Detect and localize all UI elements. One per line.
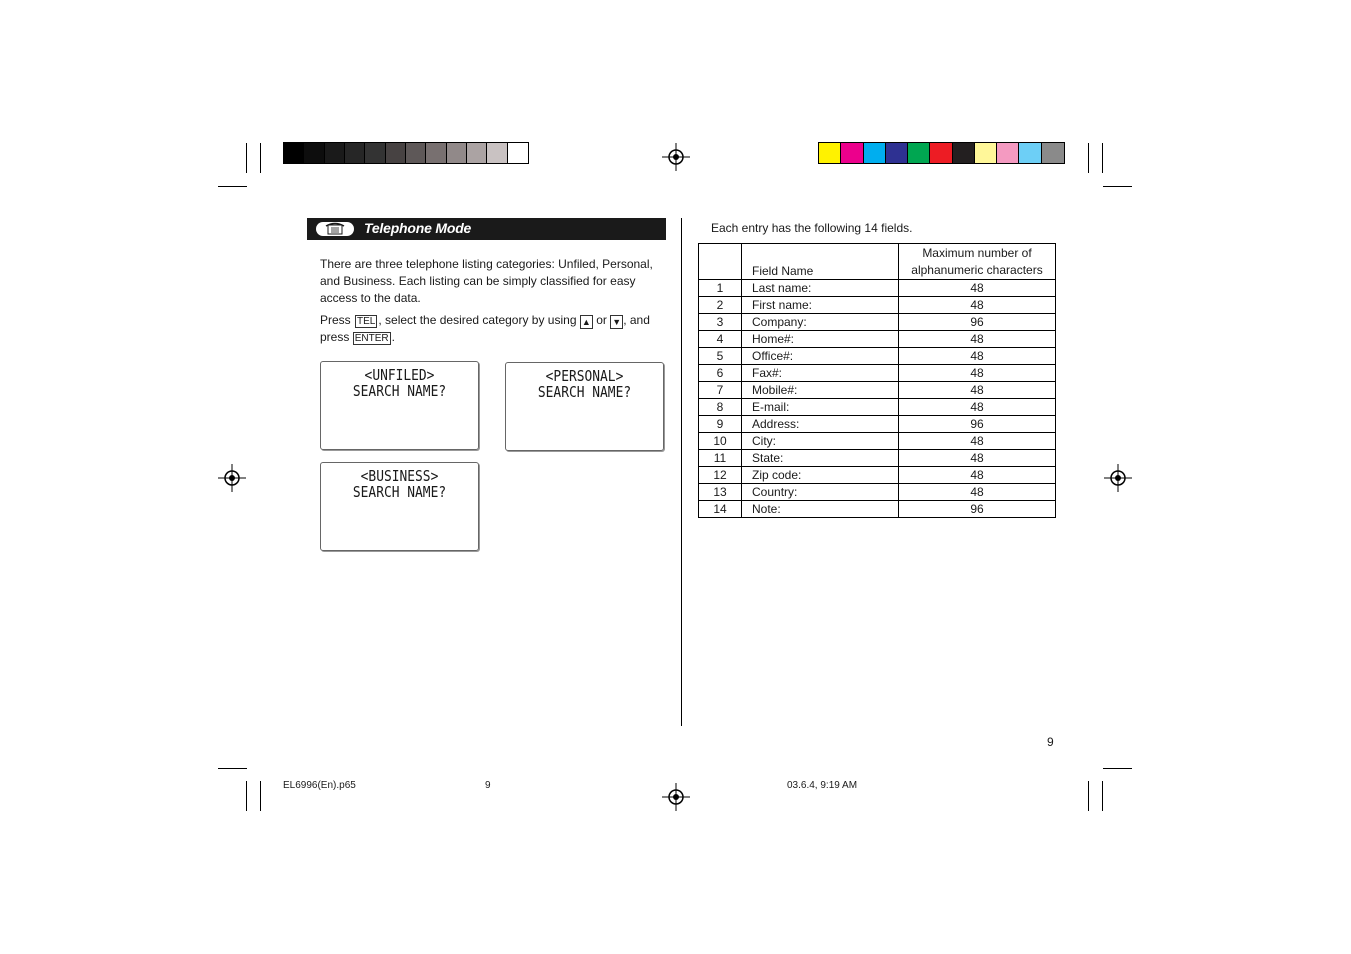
row-number: 9 — [699, 416, 742, 433]
row-number: 7 — [699, 382, 742, 399]
gray-swatch — [487, 143, 507, 163]
color-swatch — [864, 143, 886, 163]
row-number: 6 — [699, 365, 742, 382]
row-number: 3 — [699, 314, 742, 331]
row-max-chars: 48 — [899, 348, 1056, 365]
color-bar — [818, 142, 1065, 164]
table-row — [699, 280, 1056, 297]
row-number: 14 — [699, 501, 742, 518]
row-max-chars: 96 — [899, 501, 1056, 518]
grayscale-bar — [283, 142, 529, 164]
table-row — [699, 297, 1056, 314]
table-row — [699, 348, 1056, 365]
row-max-chars: 96 — [899, 314, 1056, 331]
or-word: or — [596, 313, 607, 327]
table-row — [699, 501, 1056, 518]
row-field-name: Note: — [742, 501, 899, 518]
row-field-name: State: — [742, 450, 899, 467]
footer-timestamp: 03.6.4, 9:19 AM — [787, 780, 858, 791]
row-number: 10 — [699, 433, 742, 450]
row-max-chars: 48 — [899, 297, 1056, 314]
row-field-name: Zip code: — [742, 467, 899, 484]
intro-paragraph: There are three telephone listing categories: Unfiled, Personal, and Business. Each listing can be simply classified for easy access to the data. — [320, 257, 653, 305]
color-swatch — [841, 143, 863, 163]
gray-swatch — [304, 143, 324, 163]
row-field-name: City: — [742, 433, 899, 450]
footer-page: 9 — [485, 780, 491, 791]
gray-swatch — [447, 143, 467, 163]
gray-swatch — [508, 143, 528, 163]
row-max-chars: 48 — [899, 280, 1056, 297]
table-row — [699, 450, 1056, 467]
gray-swatch — [426, 143, 446, 163]
row-field-name: Home#: — [742, 331, 899, 348]
table-row — [699, 314, 1056, 331]
row-number: 2 — [699, 297, 742, 314]
color-swatch — [997, 143, 1019, 163]
lcd-line-1: <BUSINESS> — [360, 467, 439, 485]
table-row — [699, 416, 1056, 433]
row-max-chars: 48 — [899, 382, 1056, 399]
row-field-name: Country: — [742, 484, 899, 501]
row-field-name: Last name: — [742, 280, 899, 297]
table-row — [699, 382, 1056, 399]
row-number: 5 — [699, 348, 742, 365]
row-field-name: Mobile#: — [742, 382, 899, 399]
table-row — [699, 484, 1056, 501]
gray-swatch — [467, 143, 487, 163]
section-header — [307, 218, 666, 240]
table-intro: Each entry has the following 14 fields. — [711, 221, 913, 235]
up-arrow-icon: ▲ — [580, 315, 593, 329]
color-swatch — [975, 143, 997, 163]
row-max-chars: 48 — [899, 467, 1056, 484]
row-field-name: Address: — [742, 416, 899, 433]
registration-mark-icon — [1104, 464, 1132, 492]
row-number: 11 — [699, 450, 742, 467]
column-divider — [681, 218, 682, 726]
row-number: 1 — [699, 280, 742, 297]
select-text: , select the desired category by using — [378, 313, 577, 327]
and-press-text: , and press — [320, 313, 650, 344]
color-swatch — [953, 143, 975, 163]
color-swatch — [930, 143, 952, 163]
color-swatch — [1042, 143, 1064, 163]
lcd-line-1: <UNFILED> — [364, 366, 435, 384]
instruction-paragraph — [320, 312, 668, 346]
lcd-screen-business — [320, 462, 479, 551]
section-title: Telephone Mode — [364, 220, 472, 236]
table-row — [699, 399, 1056, 416]
page-number: 9 — [1047, 735, 1054, 749]
row-max-chars: 48 — [899, 365, 1056, 382]
lcd-line-2: SEARCH NAME? — [537, 383, 632, 401]
table-row — [699, 331, 1056, 348]
row-field-name: Fax#: — [742, 365, 899, 382]
row-number: 12 — [699, 467, 742, 484]
lcd-line-1: <PERSONAL> — [545, 367, 624, 385]
press-word: Press — [320, 313, 351, 327]
lcd-line-2: SEARCH NAME? — [352, 483, 447, 501]
gray-swatch — [386, 143, 406, 163]
row-max-chars: 48 — [899, 433, 1056, 450]
header-max-line1: Maximum number of — [922, 246, 1032, 260]
enter-key: ENTER — [354, 333, 389, 344]
gray-swatch — [345, 143, 365, 163]
row-field-name: E-mail: — [742, 399, 899, 416]
tel-key: TEL — [357, 316, 376, 327]
lcd-screen-personal — [505, 362, 664, 451]
row-number: 4 — [699, 331, 742, 348]
period: . — [391, 330, 395, 344]
header-num-cell — [699, 244, 742, 280]
row-field-name: First name: — [742, 297, 899, 314]
table-row — [699, 467, 1056, 484]
table-header-row — [699, 244, 1056, 280]
row-number: 13 — [699, 484, 742, 501]
lcd-screen-unfiled — [320, 361, 479, 450]
gray-swatch — [284, 143, 304, 163]
row-max-chars: 48 — [899, 484, 1056, 501]
table-row — [699, 433, 1056, 450]
row-number: 8 — [699, 399, 742, 416]
color-swatch — [908, 143, 930, 163]
header-field-name: Field Name — [742, 244, 899, 280]
row-max-chars: 48 — [899, 331, 1056, 348]
fields-table — [698, 243, 1056, 518]
header-max-chars — [899, 244, 1056, 280]
row-field-name: Office#: — [742, 348, 899, 365]
footer-filename: EL6996(En).p65 — [283, 780, 356, 791]
gray-swatch — [406, 143, 426, 163]
row-max-chars: 96 — [899, 416, 1056, 433]
registration-mark-icon — [218, 464, 246, 492]
lcd-line-2: SEARCH NAME? — [352, 382, 447, 400]
color-swatch — [886, 143, 908, 163]
row-max-chars: 48 — [899, 399, 1056, 416]
color-swatch — [1019, 143, 1041, 163]
table-row — [699, 365, 1056, 382]
registration-mark-icon — [662, 143, 690, 171]
row-field-name: Company: — [742, 314, 899, 331]
telephone-icon — [316, 222, 354, 236]
header-max-line2: alphanumeric characters — [911, 263, 1043, 277]
gray-swatch — [325, 143, 345, 163]
gray-swatch — [365, 143, 385, 163]
row-max-chars: 48 — [899, 450, 1056, 467]
registration-mark-icon — [662, 783, 690, 811]
down-arrow-icon: ▼ — [610, 315, 623, 329]
color-swatch — [819, 143, 841, 163]
